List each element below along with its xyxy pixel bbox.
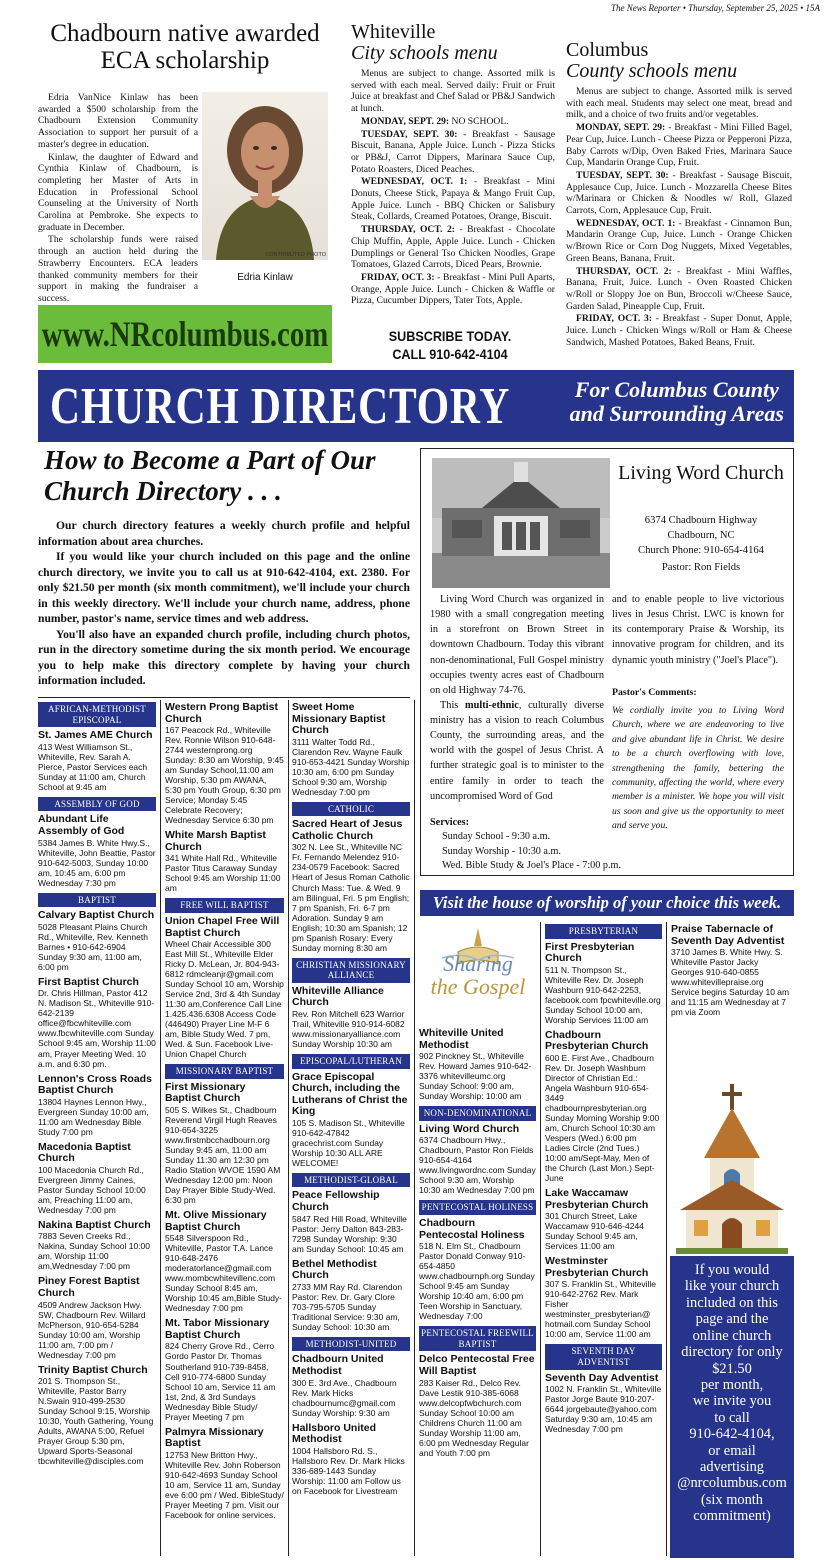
denomination-header: PENTECOSTAL HOLINESS [419,1200,536,1215]
church-name: White Marsh Baptist Church [165,829,266,853]
church-name: Living Word Church [419,1122,520,1135]
menu-day-items: - Breakfast - Mini Waffles, Banana, Fruit, Juice. Lunch - Oven Roasted Chicken w/Roll or Sloppy Joe on Bun, Broccoli w/Cheese Sauce, Garden Salad, Pineapple Cup, Fruit. [566,265,792,312]
church-name: Lake Waccamaw Presbyterian Church [545,1187,649,1211]
church-info: 413 West Williamson St., Whiteville, Rev. Sarah A. Pierce, Pastor Services each Sunday at 11:00 am, Church School at 9:45 am [38,741,148,792]
menu-day-label: THURSDAY, OCT. 2: [361,224,455,236]
denomination-header: BAPTIST [38,893,156,908]
church-name: Sweet Home Missionary Baptist Church [292,701,386,737]
menu-day-items: NO SCHOOL. [449,115,509,127]
scholarship-headline: Chadbourn native awarded ECA scholarship [50,20,320,74]
invite-line: (six month [701,1491,763,1508]
menu-day [566,313,792,348]
church-name: First Baptist Church [38,975,139,988]
church-name: First Missionary Baptist Church [165,1080,246,1105]
menu-day [566,170,792,217]
denomination-header: AFRICAN-METHODIST EPISCOPAL [38,702,156,727]
service-time: Sunday School - 9:30 a.m. [442,831,551,843]
church-info: Rev. Ron Mitchell 623 Warrior Trail, Whiteville 910-914-6082 www.missionaryalliance.com Sunday Worship 10:30 am [292,1008,405,1049]
church-info: 5028 Pleasant Plains Church Rd., Whiteville, Rev. Kenneth Barnes • 910-642-6904 Sunday 9:30 am, 11:00 am, 6:00 pm [38,921,148,972]
denomination-header: METHODIST-GLOBAL [292,1173,410,1188]
church-info: 505 S. Wilkes St., Chadbourn Reverend Virgil Hugh Reaves 910-654-3225 www.firstmbcchadbourn.org Sunday 9:45 am, 11:00 am Sunday 11:30 am 12:30 pm Radio Station WVOE 1590 AM Wednesday 12:00 pm: Noon Day Prayer Bible Study-Wed. 6:30 pm [165,1105,281,1206]
profile-story-para: and to enable people to live victorious lives in Jesus Christ. LWC is known for its contemporary Praise & Worship, its innovative program for children, and its dynamic youth ministry ("Joel's Place"). [612,594,784,666]
invite-line: online church [692,1327,772,1344]
church-info: 511 N. Thompson St., Whiteville Rev. Dr. Joseph Washburn 910-642-2253, facebook.com fpcwhiteville.org Sunday School 10:00 am, Worship Services 11:00 am [545,964,661,1025]
directory-column-5 [545,922,662,1556]
invite-line: commitment) [693,1508,771,1525]
how-to-body [38,518,410,689]
how-to-para: You'll also have an expanded church profile, including church photos, run in the directory sometime during the six month period. We encourage you to help make this directory complete by having your church information included. [38,627,410,688]
denomination-header: CATHOLIC [292,802,410,817]
invite-line: If you would [694,1262,770,1278]
menu-day-label: FRIDAY, OCT. 3: [576,313,652,325]
church-building-illustration [432,458,610,588]
church-info: 201 S. Thompson St., Whiteville, Pastor Barry N.Swain 910-499-2530 Sunday School 9:15, Worship 10:30, Youth Gathering, Young Adults, AWANA 5:00, Refuel Prayer Group 5:30 pm, Upward Sports-Seasonal tbcwhiteville@disciples.com [38,1376,154,1467]
service-time: Sunday Worship - 10:30 a.m. [442,845,561,857]
menu-day-label: THURSDAY, OCT. 2: [576,265,672,277]
church-name: Piney Forest Baptist Church [38,1275,140,1300]
church-info: Wheel Chair Accessible 300 East Mill St., Whiteville Elder Ricky D. McLean, Jr. 804-943-6812 rdmcleanjr@gmail.com Sunday School 10 am, Worship Service 2nd, 3rd & 4th Sunday 11:30 am,Conference Call Line 1.425.436.6308 Access Code (446490) Prayer Line M-F 6 am, Bible Study Wed. 7 pm, Wed. & Sun. Facebook Live-Union Chapel Church [165,939,284,1060]
directory-column-3 [292,700,410,1556]
church-info: 307 S. Franklin St., Whiteville 910-642-2762 Rev. Mark Fisher westminster_presbyterian@ hotmail.com Sunday School 10:00 am, Service 11:00 am [545,1279,657,1340]
denomination-header: NON-DENOMINATIONAL [419,1106,536,1121]
columbus-menu [566,40,792,349]
invite-line: page and the [695,1311,769,1328]
church-info: 1004 Hallsboro Rd. S., Hallsboro Rev. Dr. Mark Hicks 336-689-1443 Sunday Worship: 11:00 am Follow us on Facebook for Livestream [292,1445,405,1496]
whiteville-menu-subtitle: City schools menu [351,42,498,64]
how-to-title-line: Church Directory . . . [44,476,282,507]
denomination-header: MISSIONARY BAPTIST [165,1064,284,1079]
menu-day-items: - Breakfast - Mini Filled Bagel, Pear Cup, Juice. Lunch - Cheese Pizza or Pepperoni Pizza, Baby Carrots w/Dip, Oven Baked Fries, Marinara Sauce Cup, Mandarin Orange Cup, Fruit. [566,122,792,169]
profile-church-name: Living Word Church [618,462,784,484]
subscribe-line[interactable]: SUBSCRIBE TODAY. [388,328,512,344]
directory-column-6 [671,922,792,1082]
church-info: 5548 Silverspoon Rd., Whiteville, Pastor T.A. Lance 910-648-2476 moderatorlance@gmail.com www.mombcwhitevillenc.com Sunday School 8:45 am, Worship 10:45 am,Bible Study-Wednesday 7:00 pm [165,1233,283,1314]
columbus-menu-title: Columbus [566,39,649,61]
scholarship-para: The scholarship funds were raised through an auction held during the Strawberry Encounters. ECA leaders thanked community members for their support in making the fundraiser a success. [38,234,198,304]
church-name: Whiteville United Methodist [419,1027,504,1051]
menu-day [351,272,555,307]
menu-day [351,116,555,128]
church-name: Delco Pentecostal Free Will Baptist [419,1353,535,1378]
invite-line: we invite you [692,1393,772,1410]
invite-line: per month, [700,1376,764,1393]
profile-phone: Church Phone: 910-654-4164 [638,544,764,556]
profile-contact [616,514,786,576]
invite-line: 910-642-4104, [689,1426,775,1443]
divider [288,700,289,1556]
church-info: 100 Macedonia Church Rd., Evergreen Jimmy Caines, Pastor Sunday School 10:00 am, Preaching 11:00 am, Wednesday 7:00 pm [38,1164,146,1215]
directory-subtitle-line: For Columbus County [574,377,779,402]
denomination-header: METHODIST-UNITED [292,1337,410,1352]
denomination-header: PRESBYTERIAN [545,924,662,939]
profile-story-left [430,592,604,804]
invite-line: like your church [684,1278,780,1295]
invite-line: advertising [700,1459,764,1476]
directory-title: CHURCH DIRECTORY [50,377,511,435]
church-info: 4509 Andrew Jackson Hwy. SW, Chadbourn Rev. Willard McPherson, 910-654-5284 Sunday 10:00 am, Worship 11:00 am, 7:00 pm / Wednesday 7:00 pm [38,1299,146,1360]
menu-day [566,122,792,169]
menu-day [566,266,792,313]
profile-city: Chadbourn, NC [667,529,735,541]
menu-day-label: TUESDAY, SEPT. 30: [361,128,458,140]
directory-subtitle-line: and Surrounding Areas [569,401,784,427]
menu-day-items: - Breakfast - Super Donut, Apple, Juice. Lunch - Chicken Wings w/Roll or Ham & Cheese Sandwich, Mashed Potatoes, Baked Beans, Fruit. [566,313,792,348]
portrait-photo [202,92,328,260]
scholarship-para: Kinlaw, the daughter of Edward and Cynthia Kinlaw of Chadbourn, is completing her Master of Arts in Education in Professional School Counseling at the University of North Carolina at Pembroke. She expects to graduate in December. [38,151,198,233]
profile-pastor: Pastor: Ron Fields [661,562,741,574]
visit-banner: Visit the house of worship of your choice this week. [420,890,794,916]
church-info: 283 Kaiser Rd., Delco Rev. Dave Lestik 910-385-6068 www.delcopfwbchurch.com Sunday School 10:00 am Childrens Church 11:00 am Sunday Worship 11:00 am, 6:00 pm Wednesday Regular and Youth 7:00 pm [419,1377,529,1458]
directory-column-4 [419,1026,536,1556]
denomination-header: PENTECOSTAL FREEWILL BAPTIST [419,1326,536,1351]
church-info: 302 N. Lee St., Whiteville NC Fr. Fernando Melendez 910-234-0579 Facebook: Sacred Heart of Jesus Roman Catholic Church Mass: Tue. & Wed. 9 am Bilingual, Fri. 5 pm English; 7 pm Spanish, Fri. 6-7 pm Adoration. Sunday 9 am English; 10:30 am Spanish; 12 pm Spanish Rosary: Every Sunday morning 8:30 am [292,842,410,953]
church-info: 105 S. Madison St., Whiteville 910-642-47842 gracechrist.com Sunday Worship 10:30 ALL ARE WELCOME! [292,1117,405,1168]
divider [160,700,161,1556]
gospel-line: the Gospel [430,974,526,1000]
pastor-comments-title: Pastor's Comments: [612,686,697,698]
menu-day-label: MONDAY, SEPT. 29: [361,115,450,127]
whiteville-menu-title: Whiteville [351,21,436,43]
divider [38,697,410,698]
church-name: Mt. Olive Missionary Baptist Church [165,1209,267,1233]
church-photo [432,458,610,588]
denomination-header: ASSEMBLY OF GOD [38,797,156,812]
church-directory-banner [38,370,794,442]
directory-column-2 [165,700,284,1556]
columbus-menu-subtitle: County schools menu [566,60,738,82]
church-info: 341 White Hall Rd., Whiteville Pastor Titus Caraway Sunday School 9:45 am Worship 11:00 am [165,853,281,894]
church-info: Dr. Chris Hillman, Pastor 412 N. Madison St., Whiteville 910-642-2139 office@fbcwhiteville.com www.fbcwhiteville.com Sunday School 9:45 am, Worship 11:00 am, Prayer Meeting Wed. 10 a.m. and 6:30 pm. [38,988,156,1069]
denomination-header: FREE WILL BAPTIST [165,898,284,913]
scholarship-story [38,92,198,306]
how-to-para: Our church directory features a weekly church profile and helpful information about area churches. [38,519,410,548]
menu-intro: Menus are subject to change. Assorted milk is served with each meal. Students may select one meat, bread and milk, and a choice of two fruits and/or vegetables. [566,86,792,121]
church-info: 5384 James B. White Hwy.S., Whiteville, John Beattie, Pastor 910-642-5003, Sunday 10:00 am, 10:45 am, 6:00 pm Wednesday 7:30 pm [38,837,156,888]
church-name: Western Prong Baptist Church [165,701,278,725]
church-info: 6374 Chadbourn Hwy., Chadbourn, Pastor Ron Fields 910-654-4164 www.livingwordnc.com Sunday School 9:30 am, Worship 10:30 am Wednesday 7:00 pm [419,1135,536,1196]
profile-address: 6374 Chadbourn Highway [644,515,758,526]
menu-day-label: FRIDAY, OCT. 3: [361,271,435,283]
menu-day [351,224,555,271]
menu-day-label: TUESDAY, SEPT. 30: [576,169,669,181]
divider [666,922,667,1556]
service-time: Wed. Bible Study & Joel's Place - 7:00 p.m. [442,860,621,872]
church-name: Chadbourn Pentecostal Holiness [419,1217,525,1241]
church-info: 13804 Haynes Lennon Hwy., Evergreen Sunday 10:00 am, 11:00 am Wednesday Bible Study 7:00 pm [38,1096,149,1137]
church-info: 300 E. 3rd Ave., Chadbourn Rev. Mark Hicks chadbournumc@gmail.com Sunday Worship: 9:30 am [292,1377,397,1418]
church-name: Union Chapel Free Will Baptist Church [165,915,280,939]
menu-day-items: - Breakfast - Mini Pull Aparts, Orange, Apple Juice. Lunch - Chicken & Waffle or Pizza, Cucumber Dippers, Tater Tots, Apple. [351,271,555,307]
invite-line: to call [714,1409,750,1426]
menu-day-label: MONDAY, SEPT. 29: [576,122,666,134]
church-name: Macedonia Baptist Church [38,1140,131,1165]
denomination-header: SEVENTH DAY ADVENTIST [545,1344,662,1369]
church-name: Nakina Baptist Church [38,1218,151,1231]
church-info: 7883 Seven Creeks Rd., Nakina, Sunday School 10:00 am, Worship 11:00 am,Wednesday 7:00 pm [38,1231,150,1272]
menu-day-label: WEDNESDAY, OCT. 1: [576,217,676,229]
church-name: First Presbyterian Church [545,940,635,965]
church-name: Calvary Baptist Church [38,909,155,922]
denomination-header: EPISCOPAL/LUTHERAN [292,1054,410,1069]
photo-caption: Edria Kinlaw [237,272,293,283]
church-name: Chadbourn United Methodist [292,1353,384,1377]
church-name: Mt. Tabor Missionary Baptist Church [165,1317,270,1341]
invite-line: $21.50 [712,1360,752,1377]
menu-day [351,176,555,223]
menu-day [566,218,792,265]
church-name: Whiteville Alliance Church [292,984,384,1009]
church-name: Chadbourn Presbyterian Church [545,1028,649,1053]
subscribe-ad[interactable] [374,328,527,363]
church-info: 167 Peacock Rd., Whiteville Rev. Ronnie Wilson 910-648-2744 westernprong.org Sunday: 8:30 am Worship, 9:45 am Sunday School,11:00 am Worship, 5:30 pm AWANA, 5:30 pm Youth Group, 6:30 pm Service; Monday 5:45 Celebrate Recovery; Wednesday Service 6:30 pm [165,725,284,826]
church-steeple-icon [672,1084,792,1254]
church-name: Hallsboro United Methodist [292,1421,377,1446]
profile-services [430,816,780,874]
page-header: The News Reporter • Thursday, September 25, 2025 • 15A [610,3,820,13]
invite-line: or email [708,1442,756,1459]
sharing-line: Sharing [443,951,513,976]
subscribe-phone[interactable]: CALL 910-642-4104 [392,345,508,362]
website-banner[interactable] [38,305,332,363]
how-to-headline [44,445,414,507]
church-name: Palmyra Missionary Baptist [165,1425,264,1450]
invite-ad[interactable] [670,1256,794,1558]
church-name: Bethel Methodist Church [292,1257,377,1282]
sharing-gospel-logo [422,922,534,1022]
church-name: Lennon's Cross Roads Baptist Church [38,1072,152,1097]
menu-intro: Menus are subject to change. Assorted milk is served with each meal. Served daily: Fruit or Fruit Juice at breakfast and Chef Salad or PB&J Sandwich at lunch. [351,68,555,115]
pastor-comments: We cordially invite you to Living Word Church, where we are endeavoring to live and give abundant life in Christ. We desire to be a church overflowing with love, strengthening the family, bettering the community, affecting the world, where every member is a minister. We hope you will visit us soon and give us the opportunity to meet and serve you. [612,705,784,832]
menu-day-items: - Breakfast - Sausage Biscuit, Applesauce Cup, Juice. Lunch - Mozzarella Cheese Bites w/Marinara or Chicken & Noodles w/ Roll, Glazed Carrots, Corn, Applesauce Cup, Fruit. [566,169,792,217]
invite-line: @nrcolumbus.com [677,1475,787,1492]
church-illustration [672,1084,792,1254]
whiteville-menu-body [351,68,555,307]
profile-story-text: This [440,699,466,711]
divider [540,922,541,1556]
menu-day-items: - Breakfast - Chocolate Chip Muffin, Apple, Apple Juice. Lunch - Chicken Dumplings or General Tso Chicken Noodles, Grape Tomatoes, Glazed Carrots, Diced Pears, Brownie. [351,224,555,271]
church-info: 1002 N. Franklin St., Whiteville Pastor Jorge Baute 910-207-6644 jorgebaute@yahoo.com Saturday 9:30 am, 10:45 am Wednesday 7:00 pm [545,1384,662,1435]
church-info: 2733 MM Ray Rd. Clarendon Pastor: Rev. Dr. Gary Clore 703-795-5705 Sunday Traditional Service: 9:30 am, Sunday School: 10:30 am [292,1281,403,1332]
services-title: Services: [430,817,470,828]
profile-story-right [612,592,784,834]
divider [414,700,415,1556]
sharing-gospel-text [422,952,534,998]
menu-day-items: - Breakfast - Cinnamon Bun, Mandarin Orange Cup, Juice. Lunch - Orange Chicken w/Brown Rice or Corn Dog Nuggets, Mixed Vegetables, Green Beans, Banana, Fruit. [566,217,792,264]
church-name: Westminster Presbyterian Church [545,1255,649,1279]
directory-subtitle [570,378,784,426]
church-info: 824 Cherry Grove Rd., Cerro Gordo Pastor Dr. Thomas Southerland 910-739-8458, Cell 910-774-6800 Sunday School 10 am, Service 11 am 1st, 2nd, & 3rd Sundays Wednesday Bible Study/ Prayer Meeting 7 pm [165,1341,276,1422]
church-info: 301 Church Street, Lake Waccamaw 910-646-4244 Sunday School 9:45 am, Services 11:00 am [545,1211,644,1252]
columbus-menu-body [566,86,792,348]
church-info: 902 Pinckney St., Whiteville Rev. Howard James 910-642-3376 whitevilleumc.org Sunday School: 9:00 am, Sunday Worship: 10:00 am [419,1051,532,1102]
church-info: 3710 James B. White Hwy. S. Whiteville Pastor Jacky Georges 910-640-0855 www.whitevillepraise.org Service begins Saturday 10 am and 11:15 am Wednesday at 7 pm via Zoom [671,947,790,1018]
profile-story-text: , culturally diverse ministry has a vision to reach Columbus County, the surrounding areas, and the world with the gospel of Jesus Christ. A further strategic goal is to minister to the entire family in order to teach the uncompromised Word of God [430,699,604,802]
church-info: 5847 Red Hill Road, Whiteville Pastor: Jerry Dalton 843-283-7298 Sunday Worship: 9:30 am Sunday School: 10:45 am [292,1213,407,1254]
menu-day-items: - Breakfast - Sausage Biscuit, Banana, Apple Juice. Lunch - Pizza Sticks or PB&J, Carrot Dippers, Marinara Sauce Cup, Potato Roasters, Diced Peaches. [351,128,555,175]
church-name: Peace Fellowship Church [292,1189,380,1214]
how-to-title-line: How to Become a Part of Our [44,445,376,475]
photo-credit: CONTRIBUTED PHOTO [265,252,326,258]
whiteville-menu [351,22,555,308]
church-name: Praise Tabernacle of Seventh Day Adventist [671,923,785,947]
church-name: St. James AME Church [38,729,153,742]
church-name: Seventh Day Adventist [545,1371,659,1384]
scholarship-para: Edria VanNice Kinlaw has been awarded a $500 scholarship from the Chadbourn Extension Community Association to support her pursuit of a master's degree in education. [38,92,198,150]
church-info: 518 N. Elm St., Chadbourn Pastor Donald Conway 910-654-4850 www.chadbournph.org Sunday School 9:45 am Sunday Worship 10:40 am, 6:00 pm Teen Worship in Sanctuary, Wednesday 7:00 [419,1241,535,1322]
invite-line: included on this [686,1294,778,1311]
menu-day-label: WEDNESDAY, OCT. 1: [361,176,468,188]
portrait-illustration [202,92,328,260]
website-url[interactable]: www.NRcolumbus.com [41,314,329,354]
church-name: Grace Episcopal Church, including the Lutherans of Christ the King [292,1070,408,1118]
directory-column-1 [38,700,156,1556]
church-info: 3111 Walter Todd Rd., Clarendon Rev. Wayne Faulk 910-653-4421 Sunday Worship 10:30 am, 6:00 pm Sunday School 9:30 am, Worship Wednesday 7:00 pm [292,736,410,797]
how-to-para: If you would like your church included on this page and the online church directory, we invite you to call us at 910-642-4104, ext. 2380. For only $21.50 per month (six month commitment), we'll include your church in this weekly directory. We'll include your church name, address, phone number, pastor's name, service times and web address. [38,550,410,626]
church-name: Trinity Baptist Church [38,1363,148,1376]
denomination-header: CHRISTIAN MISSIONARY ALLIANCE [292,958,410,983]
menu-day [351,129,555,176]
menu-day-items: - Breakfast - Mini Donuts, Cheese Stick, Papaya & Mango Fruit Cup, Apple Juice. Lunch - BBQ Chicken or Salisbury Steak, Collards, Creamed Potatoes, Orange, Biscuit. [351,176,555,223]
church-info: 600 E. First Ave., Chadbourn Rev. Dr. Joseph Washburn Director of Christian Ed.: Angela Washburn 910-654-3449 chadbournpresbyterian.org Sunday Morning Worship 9:00 am, Church School 10:30 am Vespers (Wed.) 6:00 pm Ladies Circle (2nd Tues.) 10:00 am/Sept-May, Men of the Church (Last Mon.) Sept-June [545,1052,660,1184]
church-name: Abundant Life Assembly of God [38,813,125,837]
church-info: 12753 New Britton Hwy., Whiteville Rev. John Roberson 910-642-4693 Sunday School 10 am, Service 11 am, Sunday eve 6:00 pm / Wed. BibleStudy/ Prayer Meeting 7 pm. Visit our Facebook for online services. [165,1449,284,1520]
profile-story-bold: multi-ethnic [465,699,519,711]
invite-line: directory for only [681,1344,783,1361]
church-name: Sacred Heart of Jesus Catholic Church [292,818,403,842]
profile-story-para: Living Word Church was organized in 1980 with a small congregation meeting in a storefront on Brown Street in downtown Chadbourn. Today this vibrant non-denominational, Full Gospel ministry occupies twenty acres east of Chadbourn on old Highway 74-76. [430,594,604,696]
